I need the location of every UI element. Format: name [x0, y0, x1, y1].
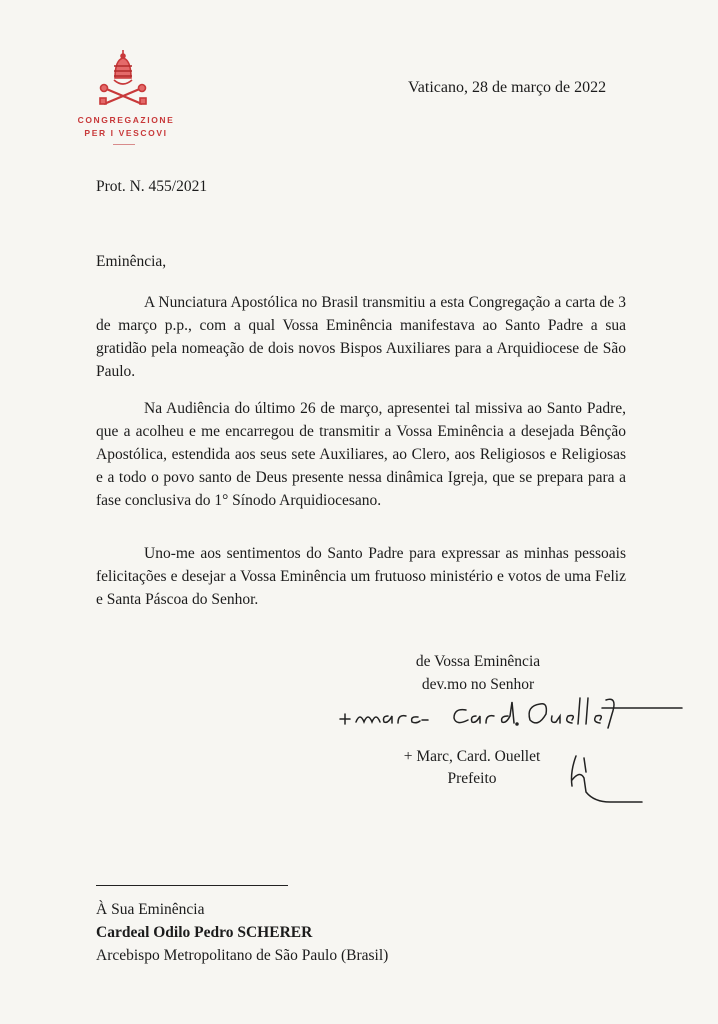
recipient-title: Arcebispo Metropolitano de São Paulo (Brasil)	[96, 947, 389, 964]
closing-line: dev.mo no Senhor	[421, 676, 535, 693]
signatory-name: + Marc, Card. Ouellet	[403, 748, 541, 765]
letterhead-divider	[113, 144, 135, 145]
body-paragraph: Na Audiência do último 26 de março, apresentei tal missiva ao Santo Padre, que a acolheu e me encarregou de transmitir a Vossa Eminência a desejada Bênção Apostólica, estendida aos seus sete Auxiliares, ao Clero, aos Religiosos e Religiosas e a todo o povo santo de Deus presente nessa dinâmica Igreja, que se prepara para a fase conclusiva do 1° Sínodo Arquidiocesano.	[96, 400, 626, 509]
protocol-number: Prot. N. 455/2021	[96, 178, 208, 195]
organization-name	[62, 114, 190, 140]
body-paragraph: A Nunciatura Apostólica no Brasil transmitiu a esta Congregação a carta de 3 de março p.p., com a qual Vossa Eminência manifestava ao Santo Padre a sua gratidão pela nomeação de dois novos Bispos Auxiliares para a Arquidiocese de São Paulo.	[96, 294, 626, 380]
footer-divider	[96, 885, 288, 886]
org-line-1: CONGREGAZIONE	[77, 115, 175, 125]
handwritten-signature	[336, 694, 688, 734]
salutation: Eminência,	[96, 253, 167, 270]
closing-line: de Vossa Eminência	[415, 653, 541, 670]
papal-crest-icon	[98, 48, 148, 106]
signatory-title: Prefeito	[447, 770, 497, 787]
letter-date: Vaticano, 28 de março de 2022	[408, 79, 607, 96]
body-paragraph: Uno-me aos sentimentos do Santo Padre para expressar as minhas pessoais felicitações e desejar a Vossa Eminência um frutuoso ministério e votos de uma Feliz e Santa Páscoa do Senhor.	[96, 545, 626, 608]
recipient-honorific: À Sua Eminência	[96, 901, 205, 918]
org-line-2: PER I VESCOVI	[84, 128, 168, 138]
recipient-name: Cardeal Odilo Pedro SCHERER	[96, 924, 313, 941]
handwritten-initial	[566, 752, 646, 808]
